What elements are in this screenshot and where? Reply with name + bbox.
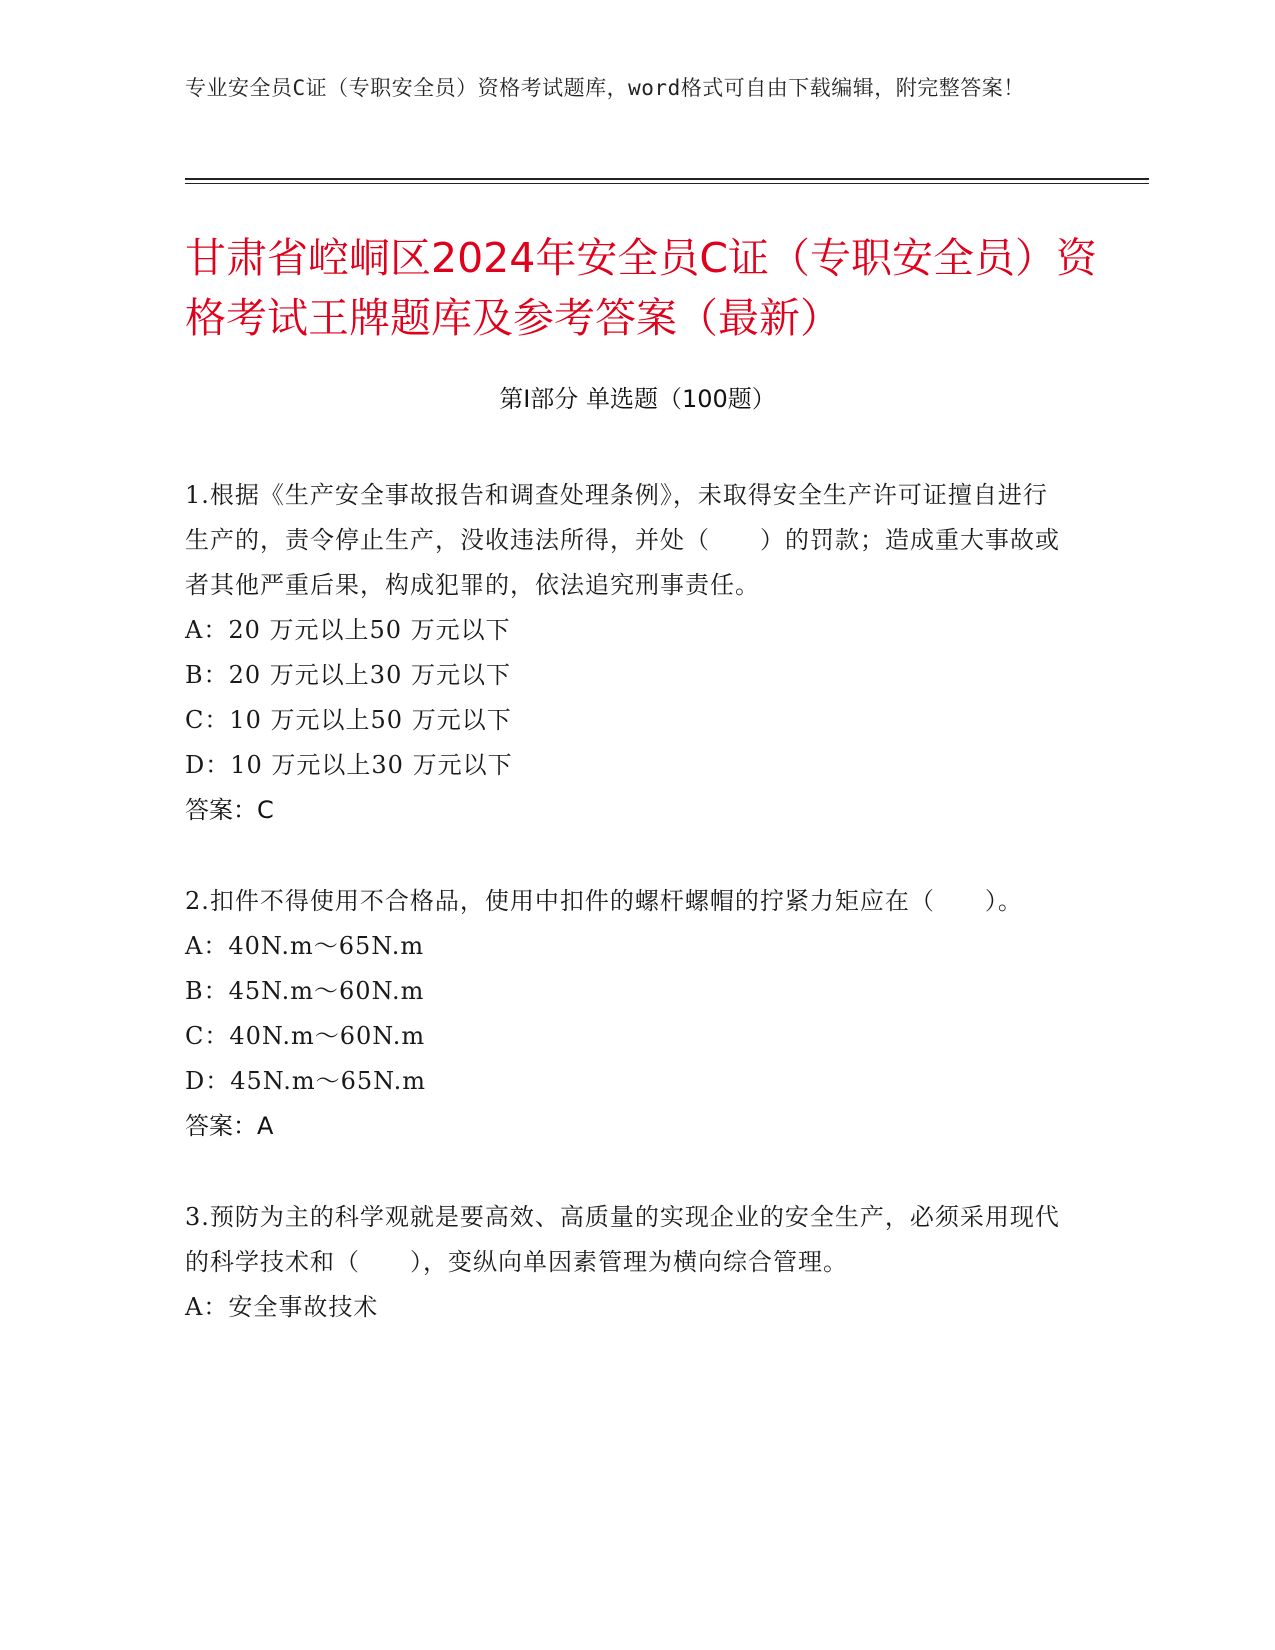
answer-line: 答案：A (185, 1112, 274, 1140)
question-item (185, 473, 1065, 833)
section-title: 第Ⅰ部分 单选题（100题） (499, 385, 776, 413)
option-d: D：10 万元以上30 万元以下 (185, 751, 513, 779)
question-text: 1.根据《生产安全事故报告和调查处理条例》，未取得安全生产许可证擅自进行生产的，责令停止生产，没收违法所得，并处（ ）的罚款；造成重大事故或者其他严重后果，构成犯罪的，依法追究刑事责任。 (185, 481, 1060, 599)
document-title: 甘肃省崆峒区2024年安全员C证（专职安全员）资格考试王牌题库及参考答案（最新） (185, 234, 1097, 342)
header-divider-thick (185, 178, 1149, 180)
header-note: 专业安全员C证（专职安全员）资格考试题库，word格式可自由下载编辑，附完整答案！ (185, 76, 1025, 100)
option-c: C：40N.m～60N.m (185, 1022, 426, 1050)
question-list (185, 473, 1065, 1376)
question-text: 2.扣件不得使用不合格品，使用中扣件的螺杆螺帽的拧紧力矩应在（ ）。 (185, 887, 1023, 915)
option-a: A：20 万元以上50 万元以下 (185, 616, 511, 644)
question-item (185, 1195, 1065, 1330)
option-c: C：10 万元以上50 万元以下 (185, 706, 512, 734)
option-a: A：安全事故技术 (185, 1293, 379, 1321)
answer-line: 答案：C (185, 796, 274, 824)
header-divider-thin (185, 183, 1149, 184)
option-b: B：20 万元以上30 万元以下 (185, 661, 511, 689)
option-b: B：45N.m～60N.m (185, 977, 425, 1005)
option-a: A：40N.m～65N.m (185, 932, 425, 960)
question-item (185, 879, 1065, 1149)
option-d: D：45N.m～65N.m (185, 1067, 427, 1095)
question-text: 3.预防为主的科学观就是要高效、高质量的实现企业的安全生产，必须采用现代的科学技术和（ ），变纵向单因素管理为横向综合管理。 (185, 1203, 1060, 1276)
